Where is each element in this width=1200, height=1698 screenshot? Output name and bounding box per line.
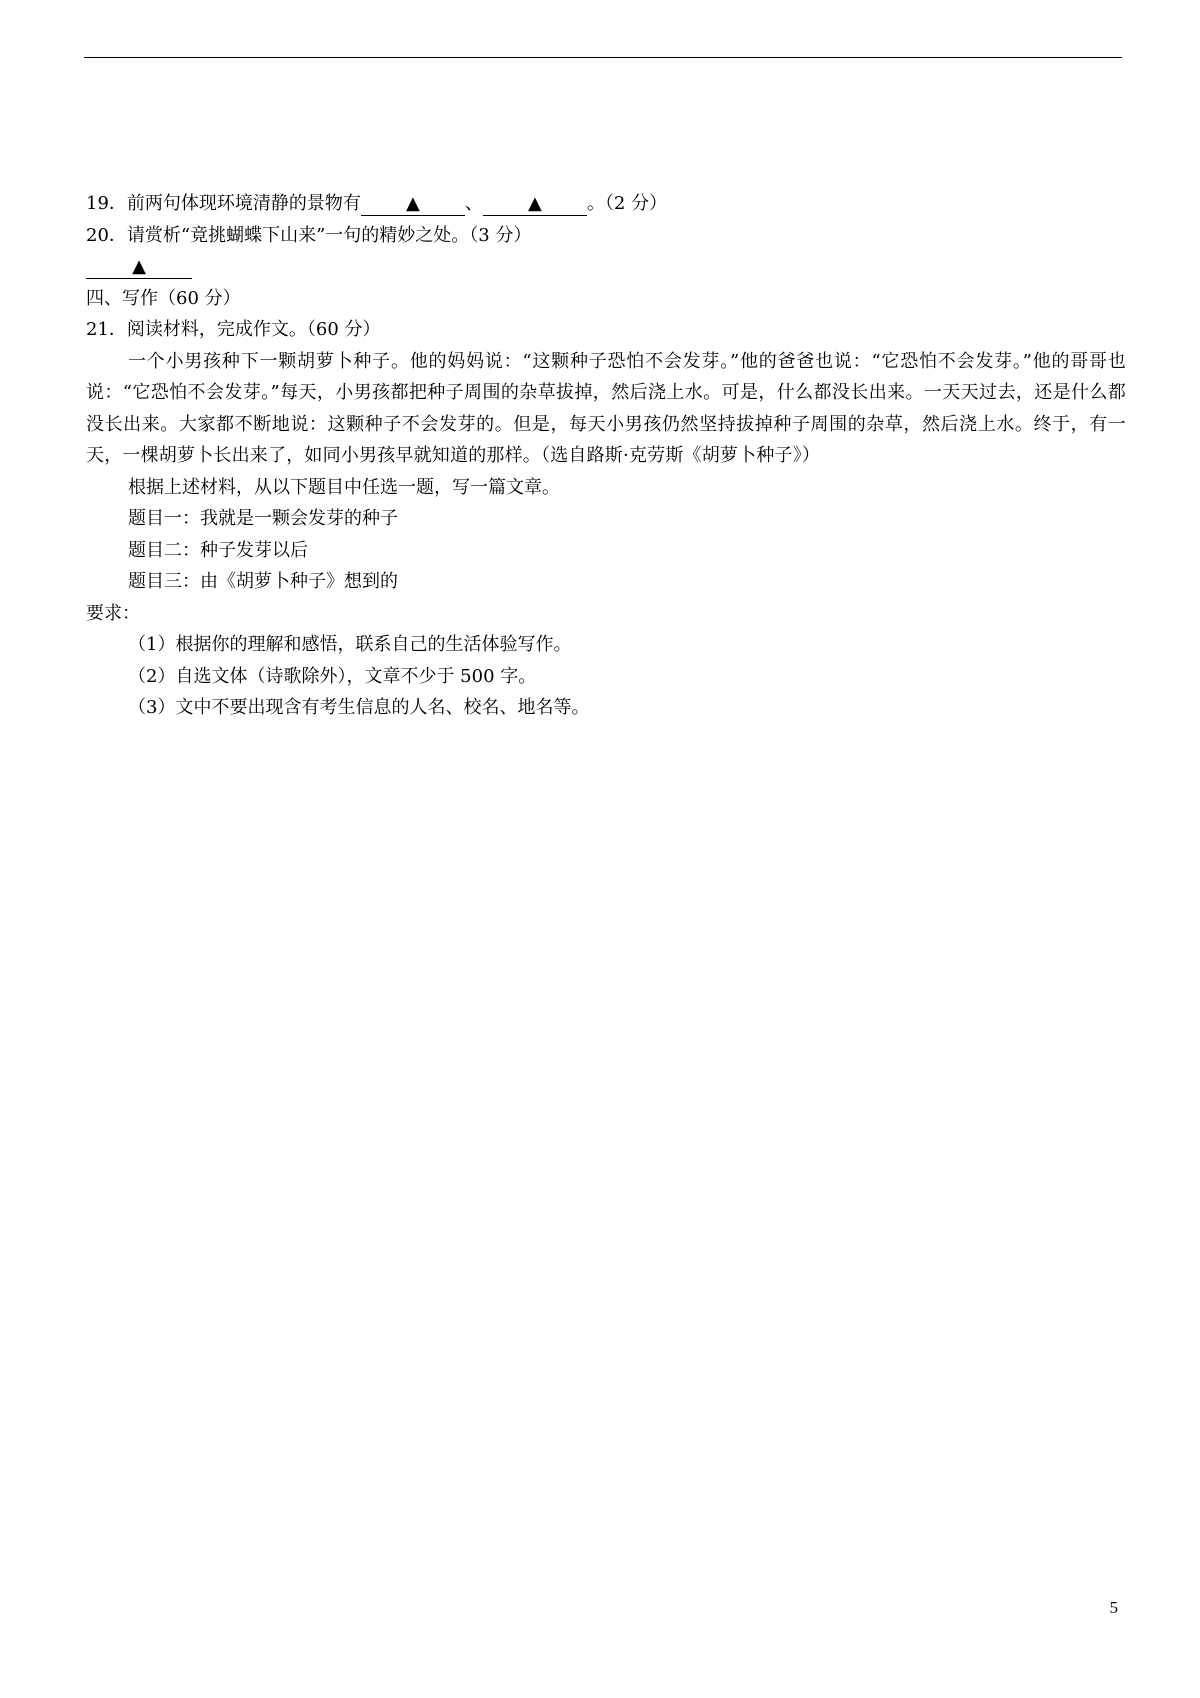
- material-text: 一个小男孩种下一颗胡萝卜种子。他的妈妈说：“这颗种子恐怕不会发芽。”他的爸爸也说：“它恐怕不会发芽。”他的哥哥也说：“它恐怕不会发芽。”每天，小男孩都把种子周围的杂草拔掉，然后浇上水。可是，什么都没长出来。一天天过去，还是什么都没长出来。大家都不断地说：这颗种子不会发芽的。但是，每天小男孩仍然坚持拔掉种子周围的杂草，然后浇上水。终于，有一天，一棵胡萝卜长出来了，如同小男孩早就知道的那样。: [86, 350, 1126, 466]
- question-21-prompt: 21．阅读材料，完成作文。（60 分）: [86, 319, 381, 340]
- question-21-material: [86, 346, 1126, 472]
- question-19-text: 19．前两句体现环境清静的景物有: [86, 193, 361, 214]
- topic-3: 题目三：由《胡萝卜种子》想到的: [128, 571, 398, 592]
- exam-content: [86, 188, 1126, 724]
- answer-blank-19-2: ▲: [483, 193, 587, 216]
- requirement-1: （1）根据你的理解和感悟，联系自己的生活体验写作。: [128, 634, 572, 655]
- answer-blank-19-1: ▲: [361, 193, 465, 216]
- header-rule: [84, 57, 1122, 58]
- requirement-2: （2）自选文体（诗歌除外），文章不少于 500 字。: [128, 665, 537, 687]
- material-source: （选自路斯·克劳斯《胡萝卜种子》）: [541, 445, 821, 466]
- answer-blank-20: ▲: [86, 256, 192, 279]
- topic-2: 题目二：种子发芽以后: [128, 539, 308, 561]
- question-20-text: 20．请赏析“竟挑蝴蝶下山来”一句的精妙之处。（3 分）: [86, 224, 532, 246]
- requirements-label: 要求：: [86, 602, 140, 624]
- question-19-tail: 。（2 分）: [586, 193, 668, 214]
- requirement-3: （3）文中不要出现含有考生信息的人名、校名、地名等。: [128, 697, 590, 718]
- question-21-instruction: 根据上述材料，从以下题目中任选一题，写一篇文章。: [128, 476, 560, 498]
- topic-1: 题目一：我就是一颗会发芽的种子: [128, 508, 398, 529]
- question-20-answer: [86, 251, 1126, 283]
- section-heading-writing: 四、写作（60 分）: [86, 287, 241, 309]
- question-20: [86, 220, 1126, 252]
- question-19: [86, 188, 1126, 220]
- question-19-separator: 、: [464, 193, 483, 214]
- page-number: 5: [1109, 1598, 1118, 1617]
